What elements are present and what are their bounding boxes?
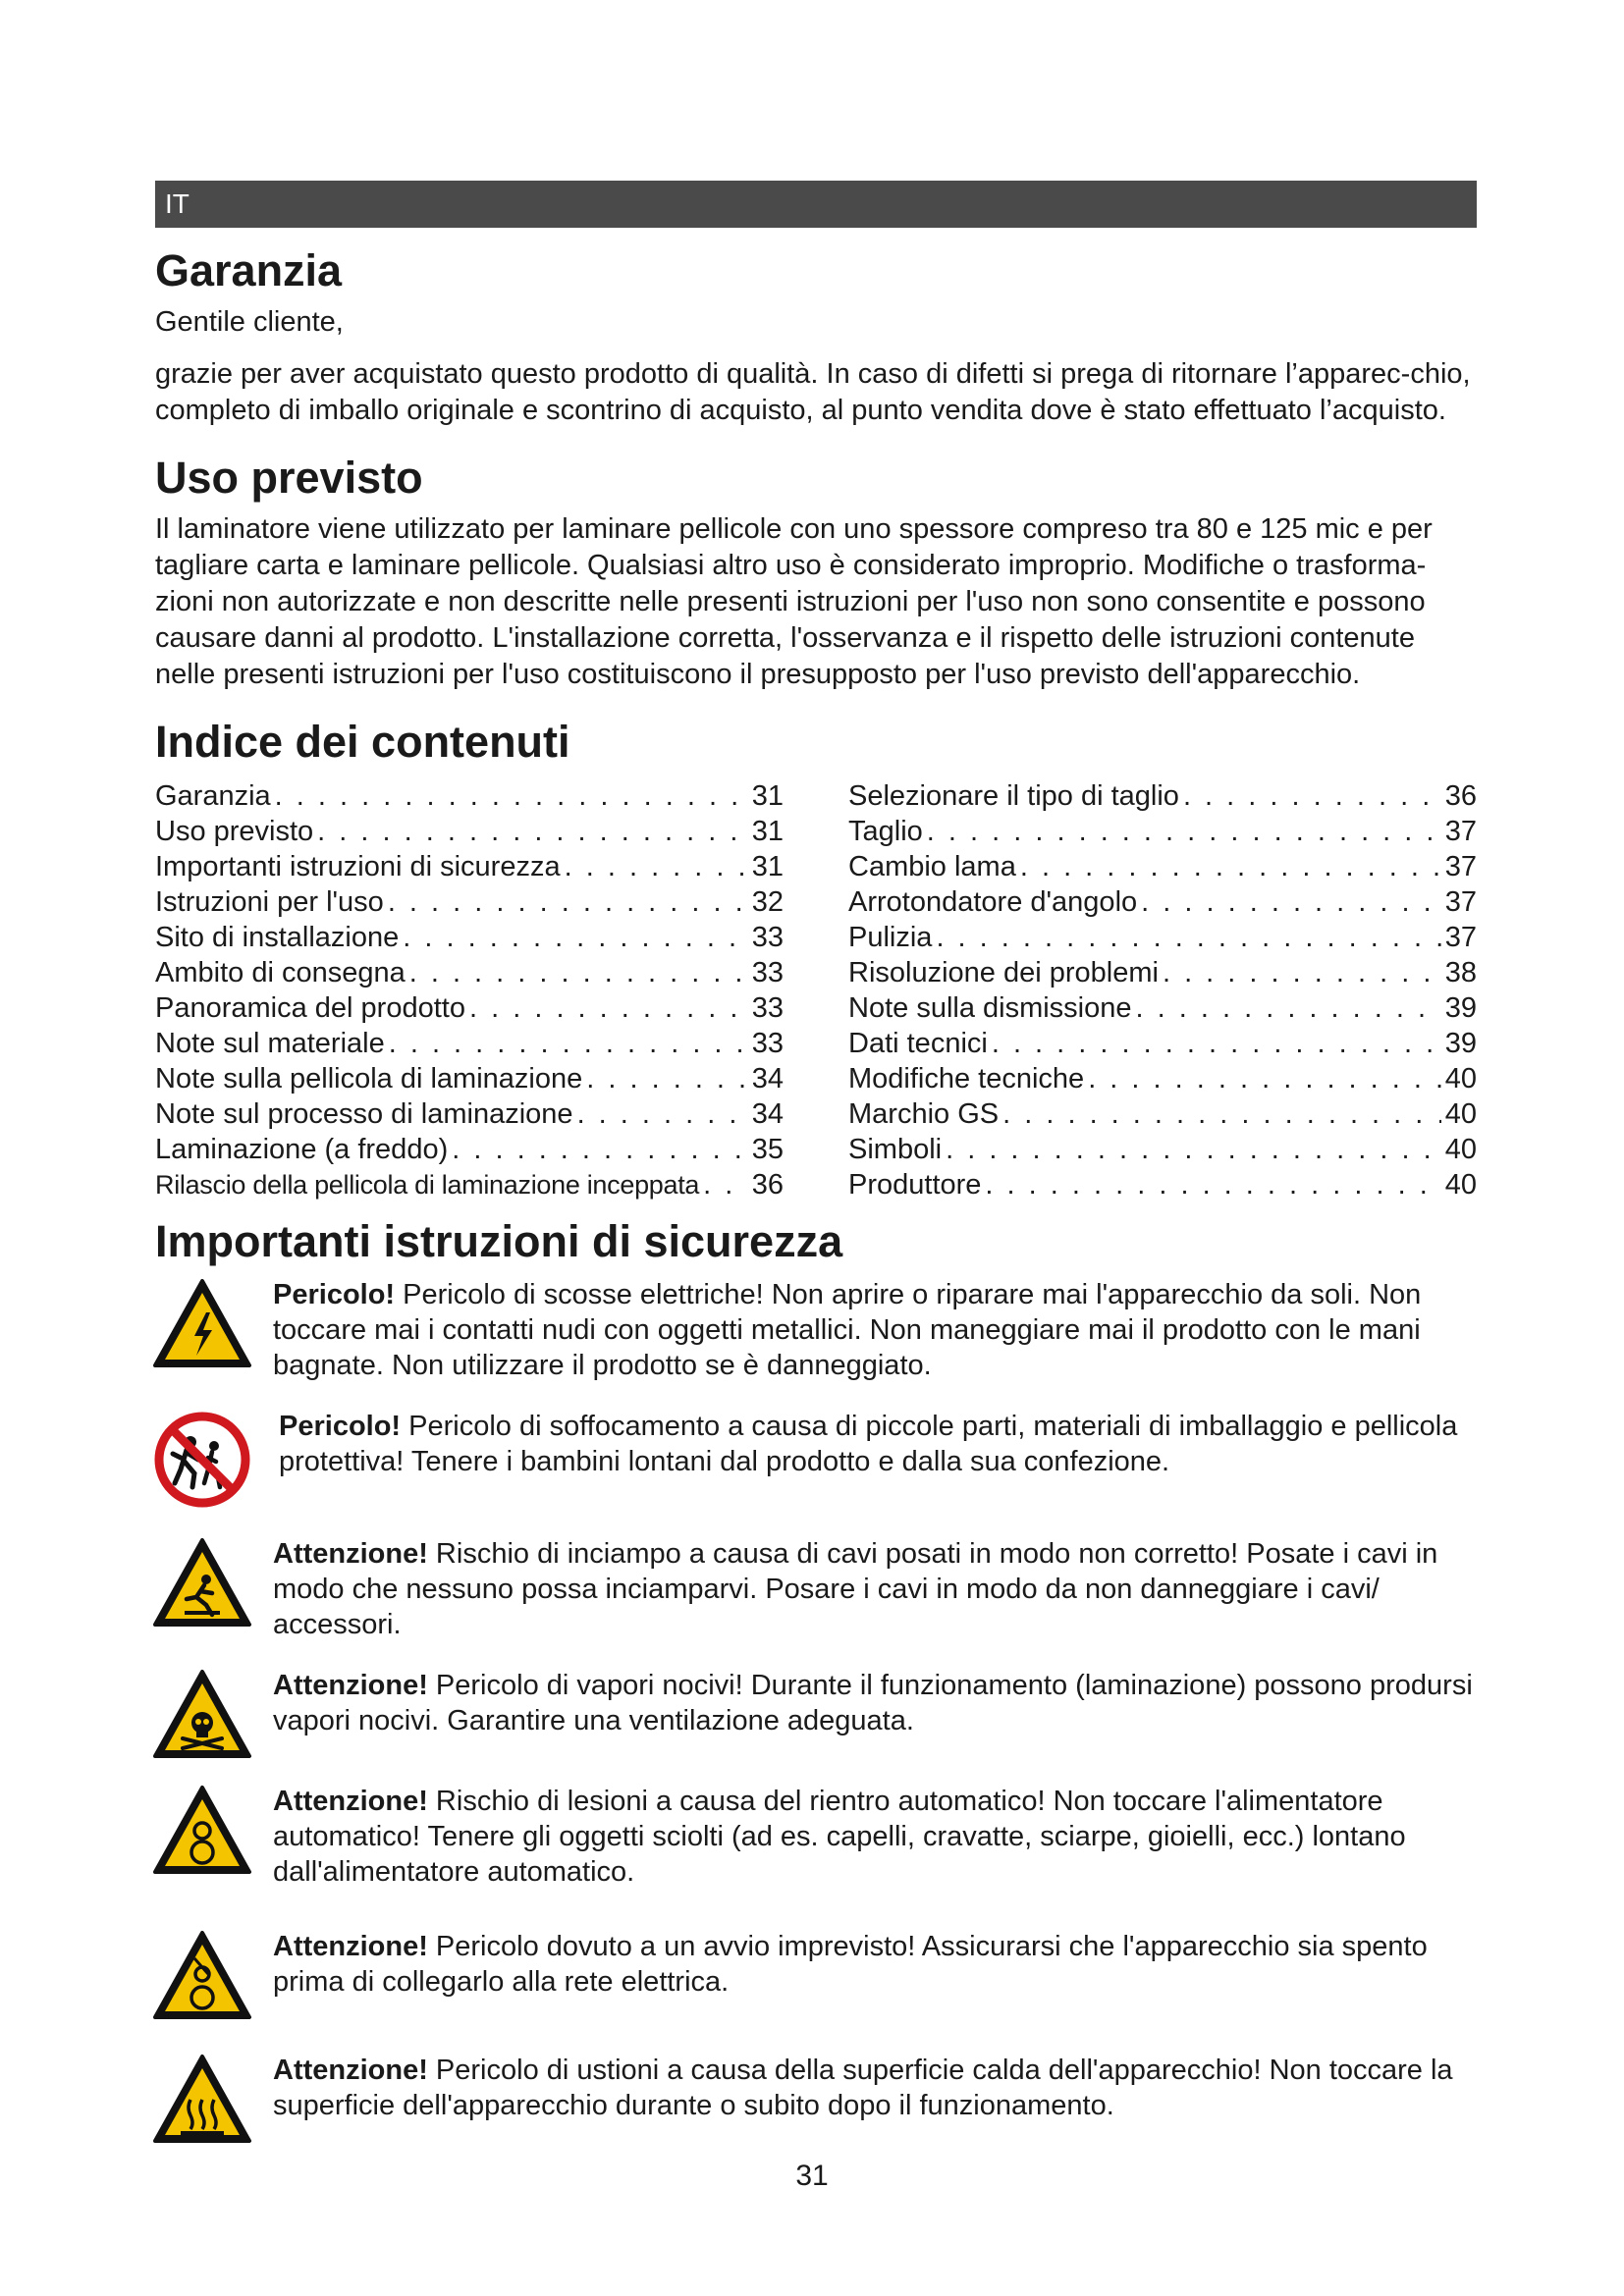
toc-entry [848, 1096, 1477, 1132]
warning-label: Pericolo! [279, 1411, 402, 1442]
toc-entry [155, 920, 784, 955]
toc-column-left [155, 778, 784, 1202]
toc-entry [848, 1167, 1477, 1202]
warning-label: Attenzione! [273, 2055, 428, 2086]
section-title-garanzia: Garanzia [155, 245, 343, 295]
toc-dot-leader [452, 1132, 748, 1167]
safety-warning-text [261, 1784, 1477, 1890]
page-number: 31 [795, 2160, 829, 2192]
toc-entry-title: Sito di installazione [155, 922, 400, 954]
toc-entry [848, 814, 1477, 849]
warning-description: Pericolo di scosse elettriche! Non aprire o riparare mai l'apparecchio da soli. Non toccare mai i contatti nudi con oggetti metallici. Non maneggiare mai il prodotto con le mani bagnate. Non utilizzare il prodotto se è danneggiato. [273, 1279, 1422, 1381]
warning-description: Pericolo di ustioni a causa della superficie calda dell'apparecchio! Non toccare la superficie dell'apparecchio durante o subito dopo il funzionamento. [273, 2055, 1453, 2121]
toc-entry [155, 1167, 784, 1202]
safety-warning-text [261, 1929, 1477, 2000]
toc-entry-title: Pulizia [848, 922, 933, 954]
toc-entry [155, 884, 784, 920]
garanzia-body: grazie per aver acquistato questo prodotto di qualità. In caso di difetti si prega di ritornare l’apparec-chio, completo di imballo originale e scontrino di acquisto, al punto vendita dove è stato effettuato l’acquisto. [155, 357, 1471, 426]
warning-description: Pericolo di soffocamento a causa di piccole parti, materiali di imballaggio e pellicola protettiva! Tenere i bambini lontani dal prodotto e dalla sua confezione. [279, 1411, 1458, 1477]
toc-dot-leader [317, 814, 748, 849]
toc-entry-page: 33 [751, 992, 784, 1025]
warning-description: Rischio di inciampo a causa di cavi posati in modo non corretto! Posate i cavi in modo che nessuno possa inciamparvi. Posare i cavi in modo da non danneggiare i cavi/ accessori. [273, 1538, 1438, 1640]
safety-warning [155, 1536, 1477, 1642]
toc-dot-leader [703, 1167, 748, 1202]
toxic-vapours-icon [151, 1668, 261, 1762]
safety-warning [155, 1277, 1477, 1383]
warning-label: Attenzione! [273, 1931, 428, 1962]
toc-entry [848, 1026, 1477, 1061]
toc-dot-leader [403, 920, 747, 955]
toc-entry-page: 35 [751, 1134, 784, 1166]
safety-warning-text [261, 2053, 1477, 2123]
toc-entry [155, 1026, 784, 1061]
toc-entry-title: Simboli [848, 1134, 943, 1166]
toc-entry-title: Taglio [848, 816, 923, 848]
warning-label: Attenzione! [273, 1670, 428, 1701]
safety-warning [155, 2053, 1477, 2147]
toc-entry [848, 849, 1477, 884]
warning-label: Attenzione! [273, 1538, 428, 1570]
toc-entry-page: 31 [751, 780, 784, 813]
safety-warning [155, 1668, 1477, 1762]
safety-warning [155, 1409, 1477, 1511]
toc-entry-title: Istruzioni per l'uso [155, 886, 384, 919]
toc-dot-leader [927, 814, 1441, 849]
toc-entry-page: 40 [1444, 1134, 1477, 1166]
toc-entry-page: 37 [1444, 816, 1477, 848]
toc-dot-leader [1163, 955, 1441, 990]
toc-entry-title: Panoramica del prodotto [155, 992, 465, 1025]
hot-surface-icon [151, 2053, 261, 2147]
toc-entry-page: 36 [751, 1169, 784, 1201]
toc-entry [848, 920, 1477, 955]
toc-dot-leader [275, 778, 748, 814]
toc-entry-title: Uso previsto [155, 816, 314, 848]
toc-entry-title: Laminazione (a freddo) [155, 1134, 449, 1166]
toc-entry-page: 31 [751, 851, 784, 883]
warning-description: Rischio di lesioni a causa del rientro automatico! Non toccare l'alimentatore automatico! Tenere gli oggetti sciolti (ad es. capelli, cravatte, sciarpe, gioielli, ecc.) lontano dall'alimentatore automatico. [273, 1786, 1406, 1888]
toc-entry-page: 32 [751, 886, 784, 919]
document-page [155, 181, 1477, 2147]
toc-column-right [848, 778, 1477, 1202]
toc-entry [848, 778, 1477, 814]
unexpected-start-icon [151, 1929, 261, 2023]
toc-dot-leader [409, 955, 748, 990]
toc-entry [848, 990, 1477, 1026]
toc-entry-page: 31 [751, 816, 784, 848]
safety-warning [155, 1784, 1477, 1890]
toc-entry-page: 34 [751, 1098, 784, 1131]
table-of-contents [155, 778, 1477, 1202]
no-children-icon [151, 1409, 261, 1511]
toc-entry-page: 39 [1444, 1028, 1477, 1060]
toc-dot-leader [936, 920, 1440, 955]
toc-entry-title: Produttore [848, 1169, 982, 1201]
toc-dot-leader [985, 1167, 1440, 1202]
section-title-sicurezza: Importanti istruzioni di sicurezza [155, 1216, 843, 1267]
toc-entry-page: 37 [1444, 922, 1477, 954]
toc-entry-title: Dati tecnici [848, 1028, 988, 1060]
toc-dot-leader [946, 1132, 1441, 1167]
toc-entry-title: Note sul processo di laminazione [155, 1098, 573, 1131]
warning-label: Pericolo! [273, 1279, 396, 1310]
toc-entry [848, 884, 1477, 920]
toc-entry-title: Marchio GS [848, 1098, 1000, 1131]
toc-dot-leader [586, 1061, 747, 1096]
toc-entry-page: 33 [751, 922, 784, 954]
toc-entry-page: 38 [1444, 957, 1477, 989]
toc-dot-leader [992, 1026, 1441, 1061]
uso-previsto-body: Il laminatore viene utilizzato per laminare pellicole con uno spessore compreso tra 80 e 125 mic e per tagliare carta e laminare pellicole. Qualsiasi altro uso è considerato improprio. Modifiche o trasforma-zioni non autorizzate e non descritte nelle presenti istruzioni per l'uso non sono consentite e possono causare danni al prodotto. L'installazione corretta, l'osservanza e il rispetto delle istruzioni contenute nelle presenti istruzioni per l'uso costituiscono il presupposto per l'uso previsto dell'apparecchio. [155, 512, 1433, 690]
toc-entry-title: Risoluzione dei problemi [848, 957, 1159, 989]
toc-entry-title: Note sulla pellicola di laminazione [155, 1063, 583, 1095]
toc-entry [155, 1096, 784, 1132]
toc-entry [155, 814, 784, 849]
toc-dot-leader [388, 884, 748, 920]
toc-entry [155, 778, 784, 814]
toc-entry [848, 1061, 1477, 1096]
toc-dot-leader [1002, 1096, 1441, 1132]
language-bar [155, 181, 1477, 228]
safety-warnings [155, 1277, 1477, 2147]
safety-warning-text [261, 1536, 1477, 1642]
toc-entry-title: Importanti istruzioni di sicurezza [155, 851, 561, 883]
toc-entry-title: Arrotondatore d'angolo [848, 886, 1138, 919]
toc-entry-title: Ambito di consegna [155, 957, 406, 989]
section-title-uso-previsto: Uso previsto [155, 452, 423, 503]
toc-entry [848, 1132, 1477, 1167]
warning-description: Pericolo di vapori nocivi! Durante il funzionamento (laminazione) possono prodursi vapori nocivi. Garantire una ventilazione adeguata. [273, 1670, 1473, 1736]
safety-warning-text [261, 1668, 1477, 1738]
toc-dot-leader [1183, 778, 1441, 814]
toc-entry-title: Cambio lama [848, 851, 1016, 883]
safety-warning-text [261, 1409, 1477, 1479]
toc-entry-title: Garanzia [155, 780, 271, 813]
safety-warning-text [261, 1277, 1477, 1383]
tripping-hazard-icon [151, 1536, 261, 1630]
toc-dot-leader [577, 1096, 748, 1132]
toc-entry [155, 955, 784, 990]
toc-entry-title: Modifiche tecniche [848, 1063, 1085, 1095]
toc-entry [155, 1132, 784, 1167]
rollers-hazard-icon [151, 1784, 261, 1878]
toc-entry [155, 990, 784, 1026]
toc-dot-leader [1088, 1061, 1441, 1096]
section-title-indice: Indice dei contenuti [155, 716, 570, 767]
toc-dot-leader [469, 990, 748, 1026]
toc-entry-title: Rilascio della pellicola di laminazione inceppata [155, 1170, 700, 1201]
toc-entry-title: Selezionare il tipo di taglio [848, 780, 1179, 813]
toc-entry-page: 40 [1444, 1063, 1477, 1095]
toc-entry [155, 1061, 784, 1096]
toc-entry [155, 849, 784, 884]
warning-description: Pericolo dovuto a un avvio imprevisto! Assicurarsi che l'apparecchio sia spento prima di collegarlo alla rete elettrica. [273, 1931, 1428, 1998]
toc-entry [848, 955, 1477, 990]
toc-dot-leader [1141, 884, 1441, 920]
toc-dot-leader [1020, 849, 1441, 884]
toc-entry-page: 33 [751, 957, 784, 989]
garanzia-greeting: Gentile cliente, [155, 305, 344, 338]
toc-dot-leader [389, 1026, 748, 1061]
toc-entry-page: 37 [1444, 886, 1477, 919]
toc-entry-page: 33 [751, 1028, 784, 1060]
toc-entry-page: 36 [1444, 780, 1477, 813]
toc-entry-title: Note sul materiale [155, 1028, 385, 1060]
toc-entry-page: 34 [751, 1063, 784, 1095]
toc-dot-leader [1136, 990, 1441, 1026]
language-code: IT [165, 188, 189, 219]
safety-warning [155, 1929, 1477, 2023]
toc-entry-title: Note sulla dismissione [848, 992, 1132, 1025]
warning-label: Attenzione! [273, 1786, 428, 1817]
toc-dot-leader [565, 849, 748, 884]
toc-entry-page: 39 [1444, 992, 1477, 1025]
toc-entry-page: 37 [1444, 851, 1477, 883]
toc-entry-page: 40 [1444, 1169, 1477, 1201]
toc-entry-page: 40 [1444, 1098, 1477, 1131]
electric-shock-icon [151, 1277, 261, 1371]
